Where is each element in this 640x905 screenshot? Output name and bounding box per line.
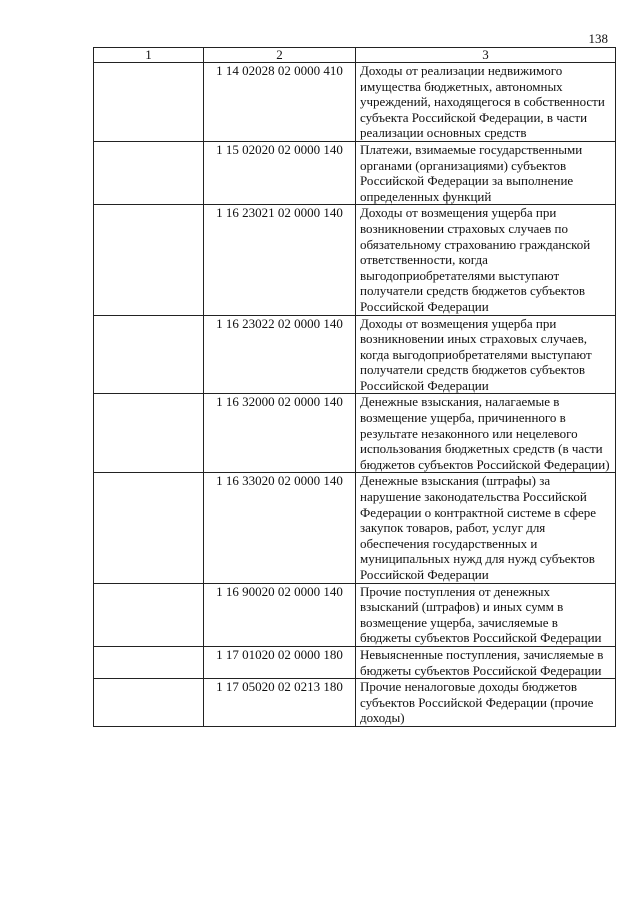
description-cell: Прочие неналоговые доходы бюджетов субъектов Российской Федерации (прочие доходы): [356, 679, 616, 727]
row-col1-cell: [94, 315, 204, 394]
budget-code-cell: 1 16 32000 02 0000 140: [204, 394, 356, 473]
description-cell: Невыясненные поступления, зачисляемые в бюджеты субъектов Российской Федерации: [356, 646, 616, 678]
column-header-2: 2: [204, 48, 356, 63]
page-number: 138: [588, 31, 608, 46]
description-cell: Денежные взыскания (штрафы) за нарушение законодательства Российской Федерации о контрактной системе в сфере закупок товаров, работ, услуг для обеспечения государственных и муниципальных нужд для нужд субъектов Российской Федерации: [356, 473, 616, 583]
description-cell: Денежные взыскания, налагаемые в возмещение ущерба, причиненного в результате незаконного или нецелевого использования бюджетных средств (в части бюджетов субъектов Российской Федерации): [356, 394, 616, 473]
row-col1-cell: [94, 679, 204, 727]
budget-code-cell: 1 16 23022 02 0000 140: [204, 315, 356, 394]
row-col1-cell: [94, 583, 204, 646]
budget-code-cell: 1 16 23021 02 0000 140: [204, 205, 356, 315]
budget-code-cell: 1 17 01020 02 0000 180: [204, 646, 356, 678]
table-row: [94, 315, 616, 394]
description-cell: Доходы от возмещения ущерба при возникновении страховых случаев по обязательному страхованию гражданской ответственности, когда выгодоприобретателями выступают получатели средств бюджетов субъектов Российской Федерации: [356, 205, 616, 315]
description-cell: Прочие поступления от денежных взысканий (штрафов) и иных сумм в возмещение ущерба, зачисляемые в бюджеты субъектов Российской Федерации: [356, 583, 616, 646]
row-col1-cell: [94, 473, 204, 583]
table-row: [94, 583, 616, 646]
description-cell: Платежи, взимаемые государственными органами (организациями) субъектов Российской Федерации за выполнение определенных функций: [356, 141, 616, 204]
budget-revenue-table: [93, 47, 616, 727]
budget-code-cell: 1 16 90020 02 0000 140: [204, 583, 356, 646]
column-header-3: 3: [356, 48, 616, 63]
budget-code-cell: 1 15 02020 02 0000 140: [204, 141, 356, 204]
table-row: [94, 63, 616, 142]
row-col1-cell: [94, 141, 204, 204]
budget-code-cell: 1 14 02028 02 0000 410: [204, 63, 356, 142]
table-header-row: [94, 48, 616, 63]
table-row: [94, 473, 616, 583]
description-cell: Доходы от возмещения ущерба при возникновении иных страховых случаев, когда выгодоприобретателями выступают получатели средств бюджетов субъектов Российской Федерации: [356, 315, 616, 394]
table-row: [94, 141, 616, 204]
budget-code-cell: 1 16 33020 02 0000 140: [204, 473, 356, 583]
row-col1-cell: [94, 646, 204, 678]
row-col1-cell: [94, 205, 204, 315]
table-row: [94, 394, 616, 473]
row-col1-cell: [94, 63, 204, 142]
column-header-1: 1: [94, 48, 204, 63]
description-cell: Доходы от реализации недвижимого имущества бюджетных, автономных учреждений, находящегося в собственности субъекта Российской Федерации, в части реализации основных средств: [356, 63, 616, 142]
table-row: [94, 679, 616, 727]
table-row: [94, 205, 616, 315]
budget-code-cell: 1 17 05020 02 0213 180: [204, 679, 356, 727]
table-row: [94, 646, 616, 678]
row-col1-cell: [94, 394, 204, 473]
